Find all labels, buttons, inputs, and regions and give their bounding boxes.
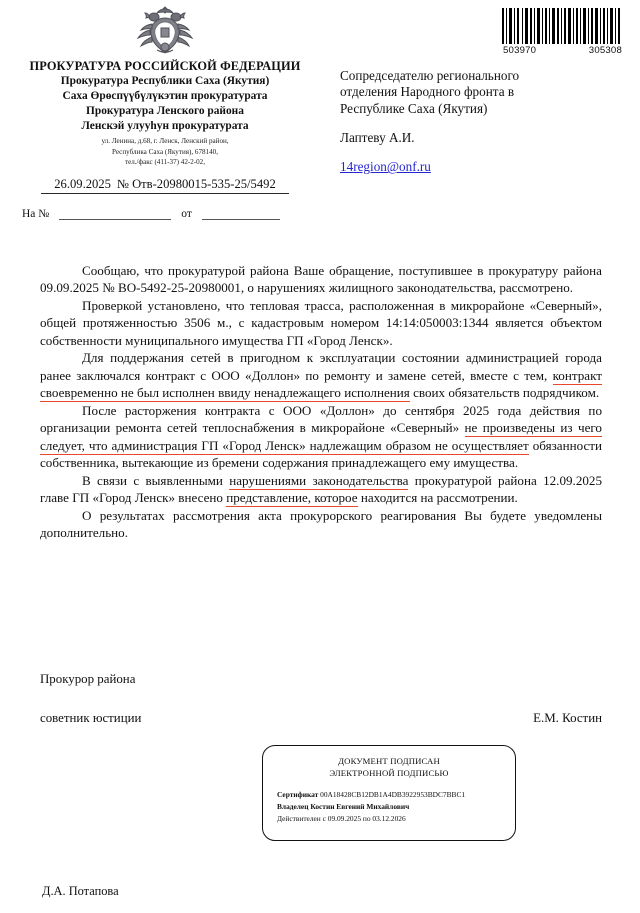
esign-validity-row <box>277 813 505 825</box>
letterhead-block <box>0 4 330 220</box>
signer-role-line-1: Прокурор района <box>40 672 136 686</box>
address-street: ул. Ленина, д.68, г. Ленск, Ленский район, <box>101 137 229 146</box>
paragraph-3-text-a: Для поддержания сетей в пригодном к эксплуатации состоянии администрацией города ранее заключался контракт с ООО «Доллон» по ремонту и замене сетей, вместе с тем, <box>40 350 602 383</box>
esign-certificate-row <box>277 789 505 801</box>
paragraph-1 <box>40 262 602 297</box>
paragraph-6-text: О результатах рассмотрения акта прокурорского реагирования Вы будете уведомлены дополнительно. <box>40 507 602 541</box>
esign-title-line-1: ДОКУМЕНТ ПОДПИСАН <box>338 756 440 766</box>
letterhead-header <box>0 0 640 221</box>
paragraph-3-text-b: своих обязательств подрядчиком. <box>409 385 600 401</box>
signer-name: Е.М. Костин <box>533 711 602 725</box>
address-phone: тел./факс (411-37) 42-2-02, <box>124 158 206 166</box>
paragraph-6 <box>40 507 602 542</box>
registration-line <box>41 177 289 194</box>
addressee-block <box>340 68 610 176</box>
paragraph-3 <box>40 349 602 401</box>
barcode-block <box>500 8 625 56</box>
org-name-district-yakut: Ленскэй улууһун прокуратурата <box>81 119 249 132</box>
org-name-republic: Прокуратура Республики Саха (Якутия) <box>60 75 270 88</box>
esign-details <box>273 789 505 825</box>
paragraph-2-text: Проверкой установлено, что тепловая трасса, расположенная в микрорайоне «Северный», общей протяженностью 3506 м., с кадастровым номером 14:14:050003:1344 является объектом собственности муниципального имущества ГП «Город Ленск». <box>40 297 602 348</box>
reply-number-label: На № <box>22 208 50 221</box>
addressee-email-link[interactable]: 14region@onf.ru <box>340 159 431 175</box>
esign-title-line-2: ЭЛЕКТРОННОЙ ПОДПИСЬЮ <box>329 768 449 779</box>
org-address <box>0 136 330 167</box>
paragraph-5-text-b: прокуратурой района 12.09.2025 главе ГП «Город Ленск» внесено <box>40 472 603 506</box>
esign-title <box>273 755 505 780</box>
barcode-left-digits: 503970 <box>503 45 537 56</box>
electronic-signature-stamp <box>262 745 516 841</box>
signer-row <box>40 711 602 726</box>
esign-valid-from: 09.09.2025 <box>327 813 362 823</box>
esign-owner-value: Костин Евгений Михайлович <box>310 801 410 811</box>
esign-certificate-value: 00A18428CB12DB1A4DB3922953BDC7BBC1 <box>320 789 466 799</box>
addressee-person: Лаптеву А.И. <box>340 130 415 146</box>
paragraph-5-text-a: В связи с выявленными <box>82 472 230 488</box>
esign-validity-label: Действителен с <box>277 813 326 823</box>
reply-date-label: от <box>181 208 192 221</box>
paragraph-5-highlight-1: нарушениями законодательства <box>229 472 409 488</box>
esign-valid-to: 03.12.2026 <box>372 813 406 823</box>
signer-role-line-2: советник юстиции <box>40 711 142 725</box>
org-name-federation: ПРОКУРАТУРА РОССИЙСКОЙ ФЕДЕРАЦИИ <box>29 59 301 73</box>
org-name-district: Прокуратура Ленского района <box>86 104 244 117</box>
reply-number-rule <box>59 208 171 220</box>
addressee-org-line-2: отделения Народного фронта в <box>340 84 515 100</box>
barcode-digits <box>500 44 625 56</box>
reply-reference-row <box>22 208 312 220</box>
registration-number: № Отв-20980015-535-25/5492 <box>116 177 276 192</box>
esign-certificate-label: Сертификат <box>277 789 319 799</box>
paragraph-5-highlight-2: представление, которое <box>226 490 358 506</box>
paragraph-5-text-c: находится на рассмотрении. <box>357 490 518 506</box>
paragraph-2 <box>40 297 602 349</box>
paragraph-4 <box>40 402 602 472</box>
signature-block <box>40 672 602 726</box>
paragraph-4-text-a: После расторжения контракта с ООО «Доллон» до сентября 2025 года действия по организации ремонта сетей теплоснабжения в микрорайоне «Северный» <box>40 402 602 436</box>
addressee-org-line-3: Республике Саха (Якутия) <box>340 100 488 116</box>
paragraph-5 <box>40 472 602 507</box>
paragraph-3-highlight: контракт своевременно не был исполнен ввиду ненадлежащего исполнения <box>40 367 602 401</box>
paragraph-1-text: Сообщаю, что прокуратурой района Ваше обращение, поступившее в прокуратуру района 09.09.2025 № ВО-5492-25-20980001, о нарушениях жилищного законодательства, рассмотрено. <box>40 263 602 296</box>
executor-name: Д.А. Потапова <box>42 884 119 898</box>
registration-date: 26.09.2025 <box>54 177 111 192</box>
addressee-org-line-1: Сопредседателю регионального <box>340 68 520 83</box>
org-name-republic-yakut: Саха Өрөспүүбүлүкэтин прокуратурата <box>62 89 268 102</box>
address-region: Республика Саха (Якутия), 678140, <box>112 147 218 156</box>
paragraph-4-text-b: обязанности собственника, вытекающие из бремени содержания принадлежащего ему имущества. <box>40 437 603 471</box>
esign-owner-row <box>277 801 505 813</box>
reply-date-rule <box>202 208 280 220</box>
barcode-icon <box>500 8 623 44</box>
paragraph-4-highlight: не произведены из чего следует, что администрация ГП «Город Ленск» надлежащим образом не осуществляет <box>40 420 602 453</box>
russian-coat-of-arms-icon <box>132 4 198 56</box>
esign-owner-label: Владелец <box>277 801 309 811</box>
esign-valid-to-label: по <box>362 813 371 823</box>
barcode-right-digits: 305308 <box>588 45 622 56</box>
document-body <box>40 262 602 542</box>
